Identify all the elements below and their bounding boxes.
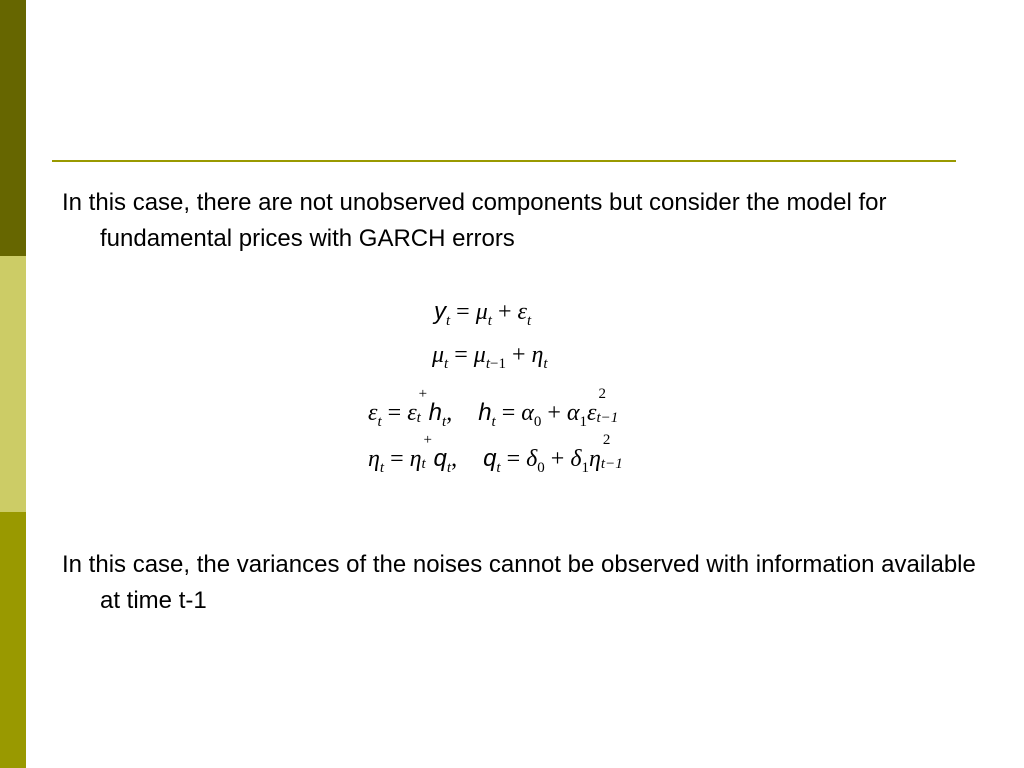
body-paragraph-2: In this case, the variances of the noises cannot be observed with information available at time t-1 — [62, 551, 976, 614]
equation-garch-eta: $\eta_t = \eta$ + t $q_t$, $q_t = \delta_0 + \delta_1\eta$ 2 t−1 — [368, 432, 623, 476]
sidebar-band-bottom — [0, 512, 26, 768]
sidebar-band-middle — [0, 256, 26, 512]
equation-garch-epsilon: $\varepsilon_t = \varepsilon$ + t $h_t$, $h_t = \alpha_0 + \alpha_1\varepsilon$ 2 t−1 — [368, 386, 619, 430]
body-paragraph-1: In this case, there are not unobserved components but consider the model for fundamental prices with GARCH errors — [62, 189, 887, 252]
equation-fundamental-price: $\mu_t = \mu_{t-1} + \eta_t$ — [432, 342, 548, 372]
sidebar-band-top — [0, 0, 26, 256]
title-divider-line — [52, 160, 956, 162]
equation-observation: $y_t = \mu_t + \varepsilon_t$ — [434, 298, 532, 329]
